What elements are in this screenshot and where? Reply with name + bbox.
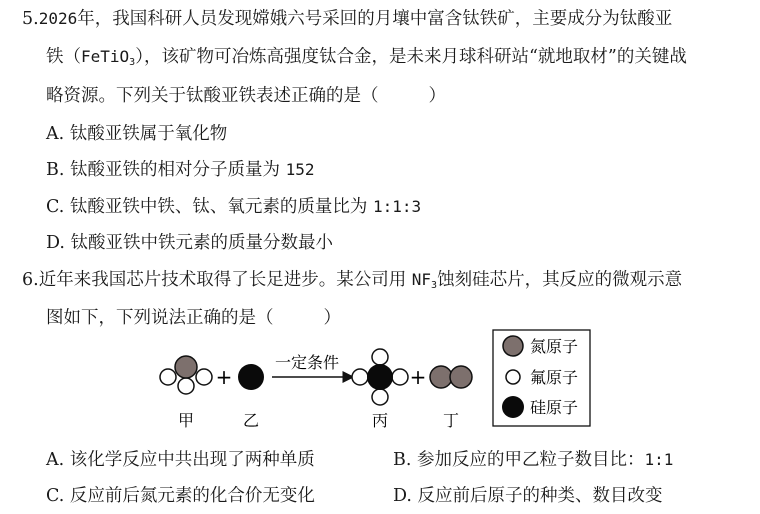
legend-nitrogen-label: 氮原子 [530, 337, 579, 356]
q5-option-c[interactable]: C. 钛酸亚铁中铁、钛、氧元素的质量比为 1:1:3 [46, 197, 422, 217]
q6-option-d[interactable]: D. 反应前后原子的种类、数目改变 [393, 486, 663, 506]
q6-option-a[interactable]: A. 该化学反应中共出现了两种单质 [46, 450, 315, 470]
fluorine-atom [352, 369, 368, 385]
fluorine-atom [196, 369, 212, 385]
q5-line2-pre: 铁（ [46, 47, 81, 67]
legend-fluorine-swatch [506, 370, 520, 384]
plus-sign: + [409, 365, 427, 389]
nitrogen-atom [430, 366, 452, 388]
fluorine-atom [372, 389, 388, 405]
fluorine-atom [372, 349, 388, 365]
silicon-atom [367, 364, 393, 390]
label-bing: 丙 [371, 411, 389, 430]
label-ding: 丁 [442, 411, 460, 430]
q5-line3-close: ） [428, 86, 446, 106]
plus-sign: + [215, 365, 233, 389]
molecule-jia [160, 356, 212, 394]
q5-line1-text: 年，我国科研人员发现嫦娥六号采回的月壤中富含钛铁矿，主要成分为钛酸亚 [77, 9, 673, 29]
q5-number: 5. [22, 9, 39, 29]
q5-year: 2026 [38, 9, 78, 28]
q6-formula: $NF_3$ [411, 270, 438, 291]
q6-option-b[interactable]: B. 参加反应的甲乙粒子数目比：1:1 [393, 450, 674, 470]
label-yi: 乙 [242, 411, 260, 430]
fluorine-atom [160, 369, 176, 385]
nitrogen-atom [175, 356, 197, 378]
legend-silicon-label: 硅原子 [530, 398, 579, 417]
reaction-condition: 一定条件 [274, 353, 340, 372]
q6-line1-post: 蚀刻硅芯片，其反应的微观示意 [437, 270, 683, 290]
legend-nitrogen-swatch [503, 336, 523, 356]
q6-line2-text: 图如下，下列说法正确的是（ [46, 308, 274, 328]
q5-option-d[interactable]: D. 钛酸亚铁中铁元素的质量分数最小 [46, 233, 334, 253]
nitrogen-atom [450, 366, 472, 388]
q5-line3-text: 略资源。下列关于钛酸亚铁表述正确的是（ [46, 86, 379, 106]
molecule-bing [352, 349, 408, 405]
fluorine-atom [178, 378, 194, 394]
q6-line1-pre: 近年来我国芯片技术取得了长足进步。某公司用 [38, 270, 407, 290]
q5-formula: FeTiO$_3$ [81, 47, 136, 68]
q6-option-c[interactable]: C. 反应前后氮元素的化合价无变化 [46, 486, 315, 506]
molecule-yi [238, 364, 264, 390]
fluorine-atom [392, 369, 408, 385]
molecule-ding [430, 366, 472, 388]
silicon-atom [238, 364, 264, 390]
legend-fluorine-label: 氟原子 [530, 368, 579, 387]
q5-line2-post: ），该矿物可冶炼高强度钛合金，是未来月球科研站“就地取材”的关键战 [135, 47, 687, 67]
legend-box [493, 330, 590, 426]
q6-number: 6. [22, 270, 39, 290]
q5-option-a[interactable]: A. 钛酸亚铁属于氧化物 [46, 124, 228, 144]
q5-option-b[interactable]: B. 钛酸亚铁的相对分子质量为 152 [46, 160, 315, 180]
legend-silicon-swatch [502, 396, 524, 418]
q6-line2-close: ） [323, 308, 341, 328]
label-jia: 甲 [177, 411, 195, 430]
